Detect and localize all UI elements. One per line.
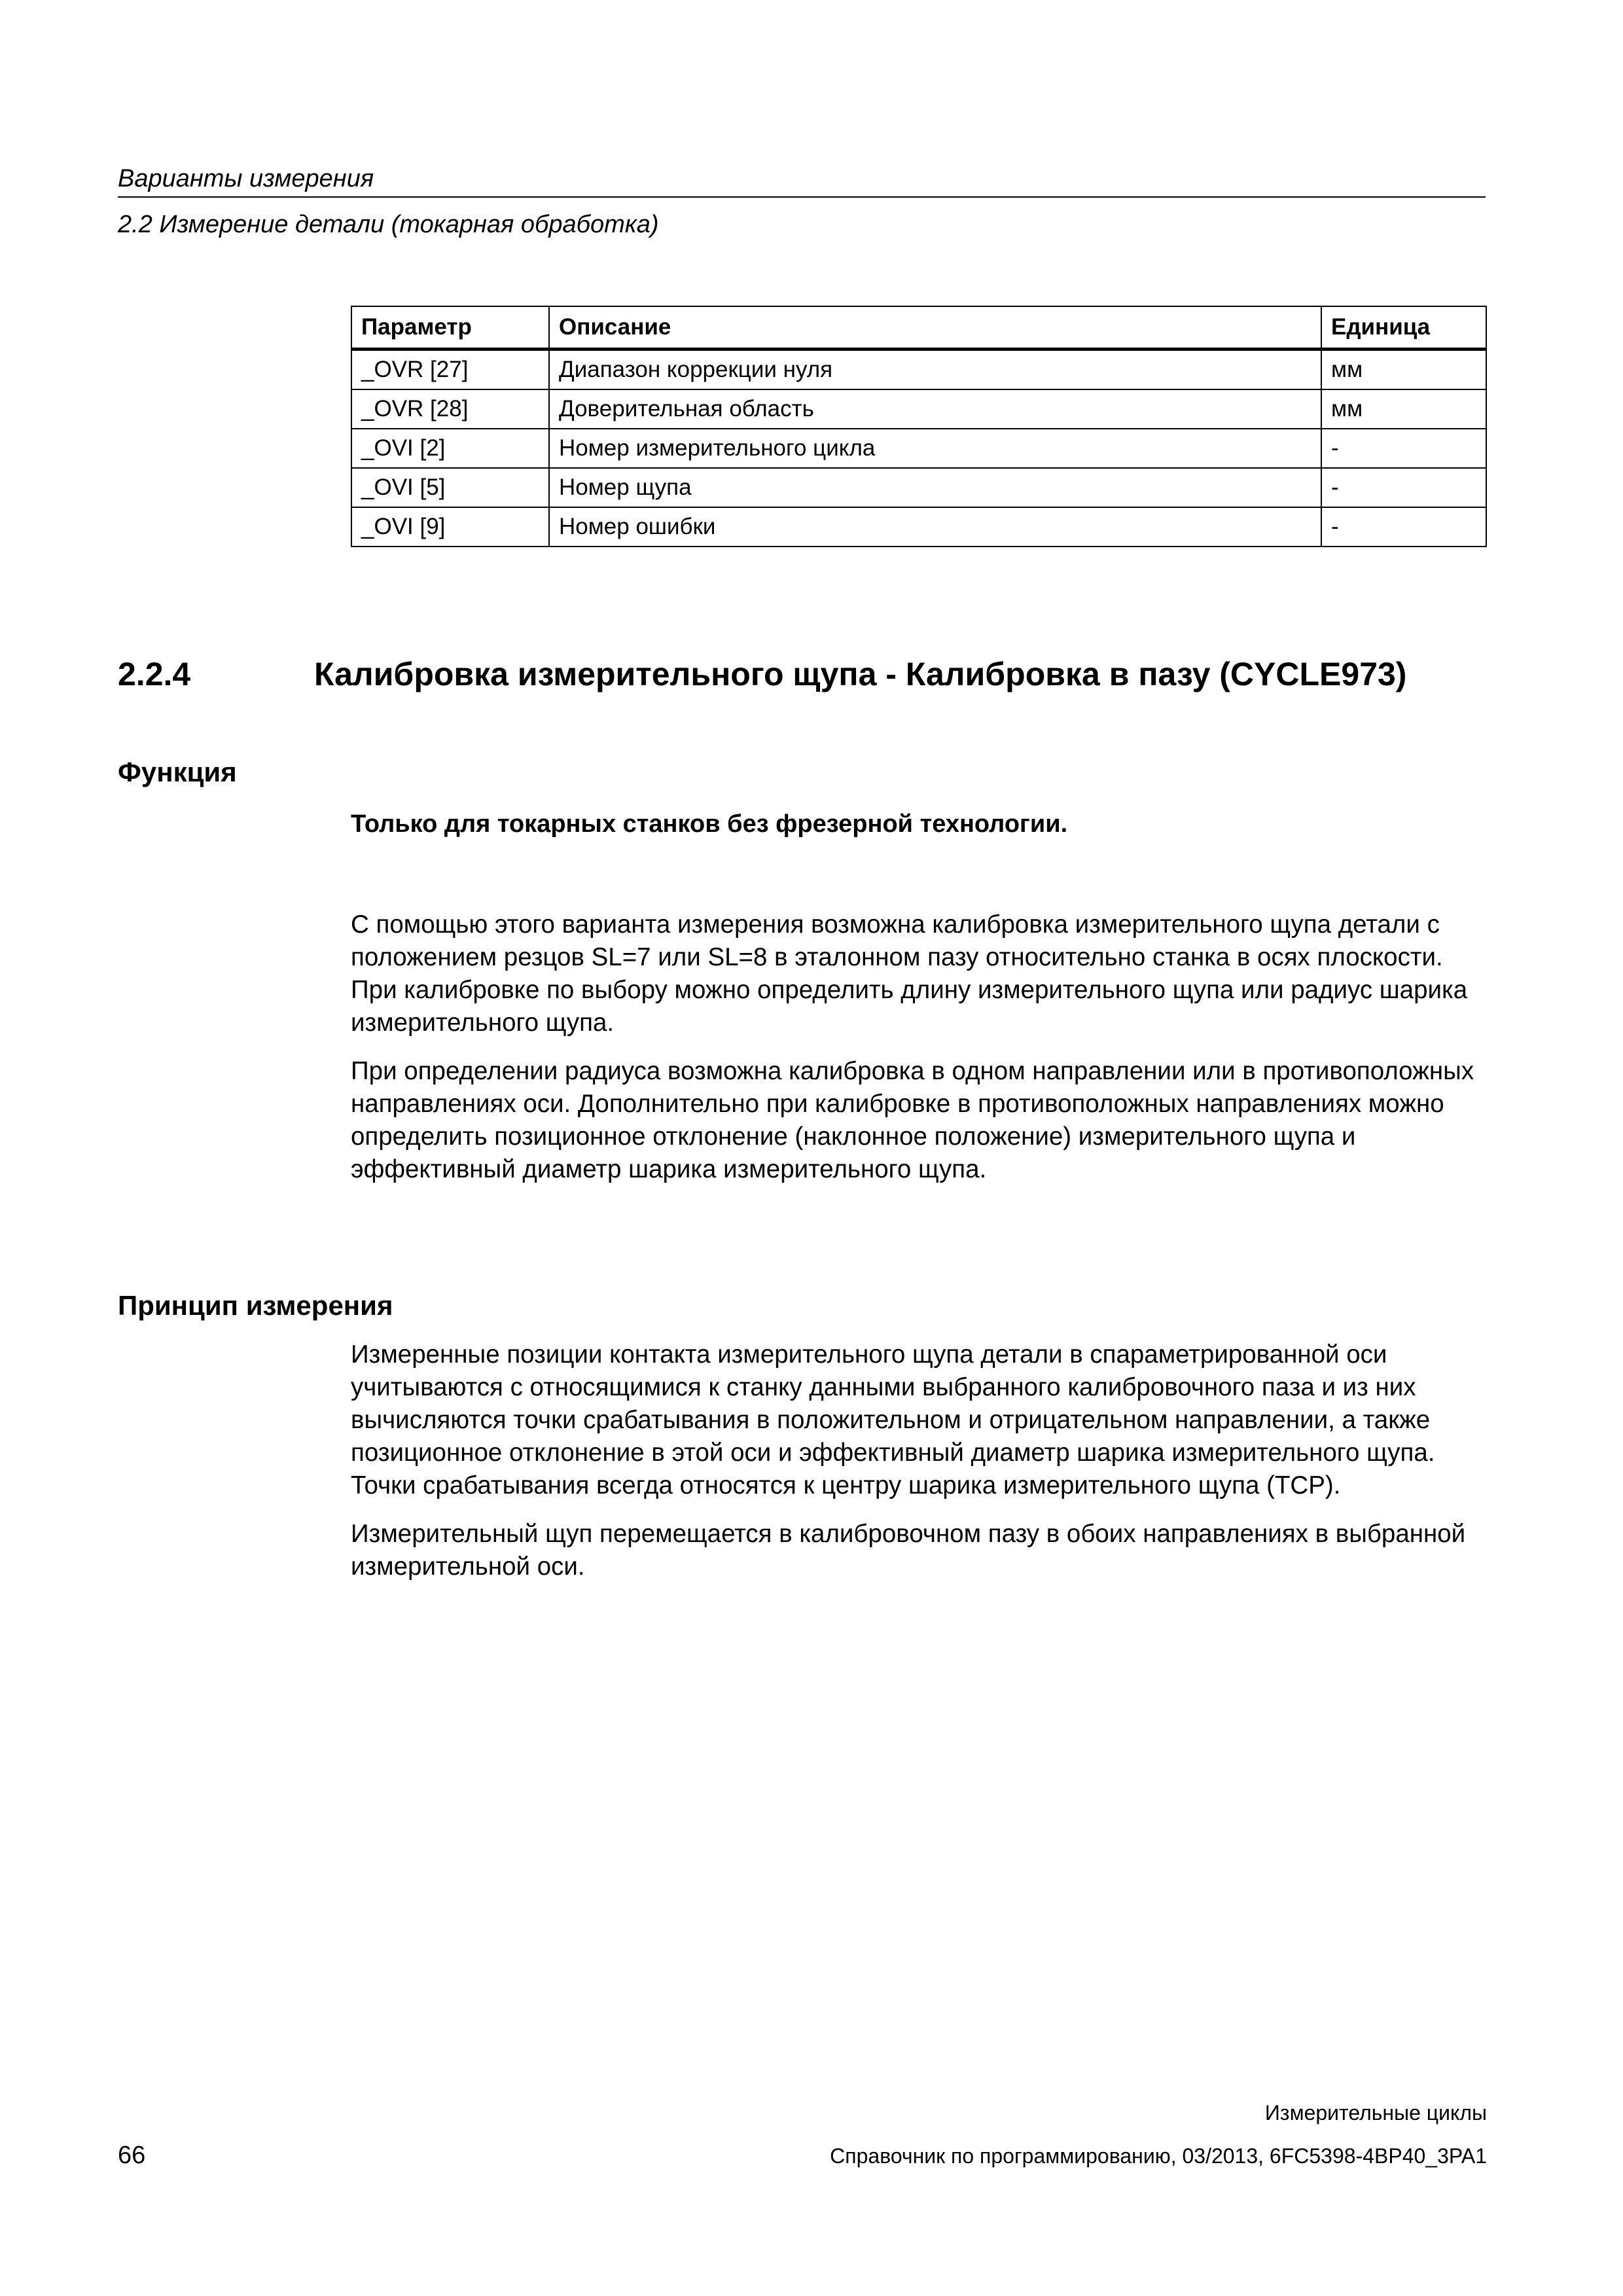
cell-unit: мм [1321,350,1486,390]
cell-description: Диапазон коррекции нуля [549,350,1321,390]
cell-parameter: _OVI [5] [351,468,549,507]
header-section: 2.2 Измерение детали (токарная обработка) [118,211,659,238]
cell-unit: - [1321,429,1486,468]
cell-description: Доверительная область [549,389,1321,429]
cell-description: Номер ошибки [549,507,1321,547]
section-number: 2.2.4 [118,656,191,692]
cell-parameter: _OVI [9] [351,507,549,547]
paragraph: С помощью этого варианта измерения возможна калибровка измерительного щупа детали с положением резцов SL=7 или SL=8 в эталонном пазу относительно станка в осях плоскости. При калибровке по выбору можно определить длину измерительного щупа или радиус шарика измерительного щупа. [351,910,1468,1037]
cell-parameter: _OVI [2] [351,429,549,468]
section-title: Калибровка измерительного щупа - Калибровка в пазу (CYCLE973) [314,656,1407,692]
cell-parameter: _OVR [27] [351,350,549,390]
cell-unit: - [1321,468,1486,507]
header-rule [118,196,1486,198]
cell-unit: - [1321,507,1486,547]
column-header-parameter: Параметр [351,306,549,350]
section-heading [118,655,1406,694]
function-text [351,908,1489,1202]
page-number: 66 [118,2142,146,2169]
column-header-unit: Единица [1321,306,1486,350]
paragraph: При определении радиуса возможна калибровка в одном направлении или в противоположных направлениях оси. Дополнительно при калибровке в противоположных направлениях можно определить позиционное отклонение (наклонное положение) измерительного щупа и эффективный диаметр шарика измерительного щупа. [351,1057,1474,1183]
function-heading: Функция [118,757,237,787]
footer-reference: Справочник по программированию, 03/2013, 6FC5398-4BP40_3PA1 [830,2144,1487,2168]
table-row [351,468,1486,507]
running-header [118,164,1486,240]
parameter-table [351,306,1487,547]
table-row [351,389,1486,429]
cell-description: Номер щупа [549,468,1321,507]
table-row [351,507,1486,547]
principle-text [351,1338,1489,1599]
table-header-row [351,306,1486,350]
cell-description: Номер измерительного цикла [549,429,1321,468]
function-note: Только для токарных станков без фрезерной технологии. [351,810,1068,838]
column-header-description: Описание [549,306,1321,350]
principle-heading: Принцип измерения [118,1290,393,1321]
table-row [351,350,1486,390]
cell-unit: мм [1321,389,1486,429]
cell-parameter: _OVR [28] [351,389,549,429]
paragraph: Измерительный щуп перемещается в калибровочном пазу в обоих направлениях в выбранной измерительной оси. [351,1520,1466,1581]
header-chapter: Варианты измерения [118,165,374,192]
footer-book-title: Измерительные циклы [1264,2101,1487,2125]
table-row [351,429,1486,468]
paragraph: Измеренные позиции контакта измерительного щупа детали в спараметрированной оси учитываются с относящимися к станку данными выбранного калибровочного паза и из них вычисляются точки срабатывания в положительном и отрицательном направлении, а также позиционное отклонение в этой оси и эффективный диаметр шарика измерительного щупа. Точки срабатывания всегда относятся к центру шарика измерительного щупа (TCP). [351,1340,1435,1499]
